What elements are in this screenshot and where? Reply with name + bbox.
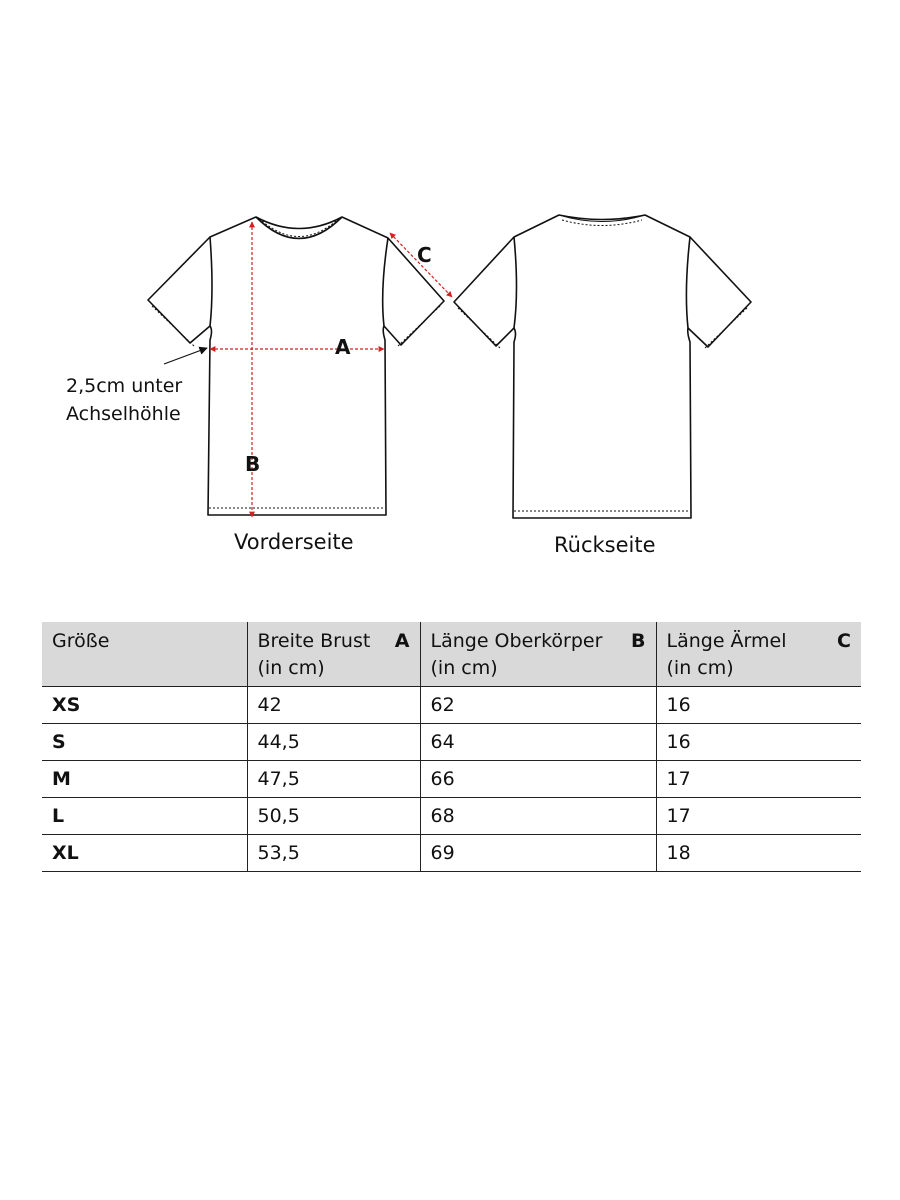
cell-size: S [42, 724, 247, 761]
back-shirt-drawing [454, 215, 751, 518]
cell-chest: 42 [247, 687, 420, 724]
front-caption: Vorderseite [234, 530, 354, 554]
table-header-row [42, 622, 861, 687]
table-row [42, 687, 861, 724]
back-caption: Rückseite [554, 533, 656, 557]
cell-body: 62 [420, 687, 656, 724]
table-row [42, 798, 861, 835]
armpit-annotation-line1: 2,5cm unter [66, 375, 183, 397]
cell-size: M [42, 761, 247, 798]
header-size [42, 622, 247, 687]
header-size-label: Größe [52, 630, 110, 652]
cell-size: L [42, 798, 247, 835]
cell-sleeve: 16 [656, 687, 861, 724]
cell-sleeve: 17 [656, 798, 861, 835]
header-sleeve-letter: C [837, 630, 851, 652]
header-chest-unit: (in cm) [257, 657, 325, 679]
table-row [42, 724, 861, 761]
armpit-pointer-arrow [164, 348, 207, 364]
cell-size: XS [42, 687, 247, 724]
cell-sleeve: 17 [656, 761, 861, 798]
tshirt-measurement-diagram [0, 0, 900, 580]
cell-chest: 44,5 [247, 724, 420, 761]
cell-body: 69 [420, 835, 656, 872]
header-sleeve-unit: (in cm) [666, 657, 734, 679]
cell-sleeve: 18 [656, 835, 861, 872]
cell-sleeve: 16 [656, 724, 861, 761]
header-chest-width [247, 622, 420, 687]
cell-chest: 50,5 [247, 798, 420, 835]
size-table [42, 622, 861, 872]
cell-size: XL [42, 835, 247, 872]
table-row [42, 835, 861, 872]
header-sleeve-label: Länge Ärmel [666, 630, 787, 652]
cell-body: 64 [420, 724, 656, 761]
cell-chest: 47,5 [247, 761, 420, 798]
marker-b-label: B [245, 452, 261, 476]
armpit-annotation-line2: Achselhöhle [66, 403, 181, 425]
header-body-letter: B [631, 630, 646, 652]
cell-chest: 53,5 [247, 835, 420, 872]
header-body-unit: (in cm) [430, 657, 498, 679]
header-chest-label: Breite Brust [257, 630, 371, 652]
cell-body: 66 [420, 761, 656, 798]
header-sleeve-length [656, 622, 861, 687]
front-shirt-drawing [148, 217, 444, 515]
marker-a-label: A [335, 335, 351, 359]
table-row [42, 761, 861, 798]
header-chest-letter: A [394, 630, 410, 652]
header-body-label: Länge Oberkörper [430, 630, 603, 652]
header-body-length [420, 622, 656, 687]
marker-c-label: C [417, 243, 432, 267]
cell-body: 68 [420, 798, 656, 835]
